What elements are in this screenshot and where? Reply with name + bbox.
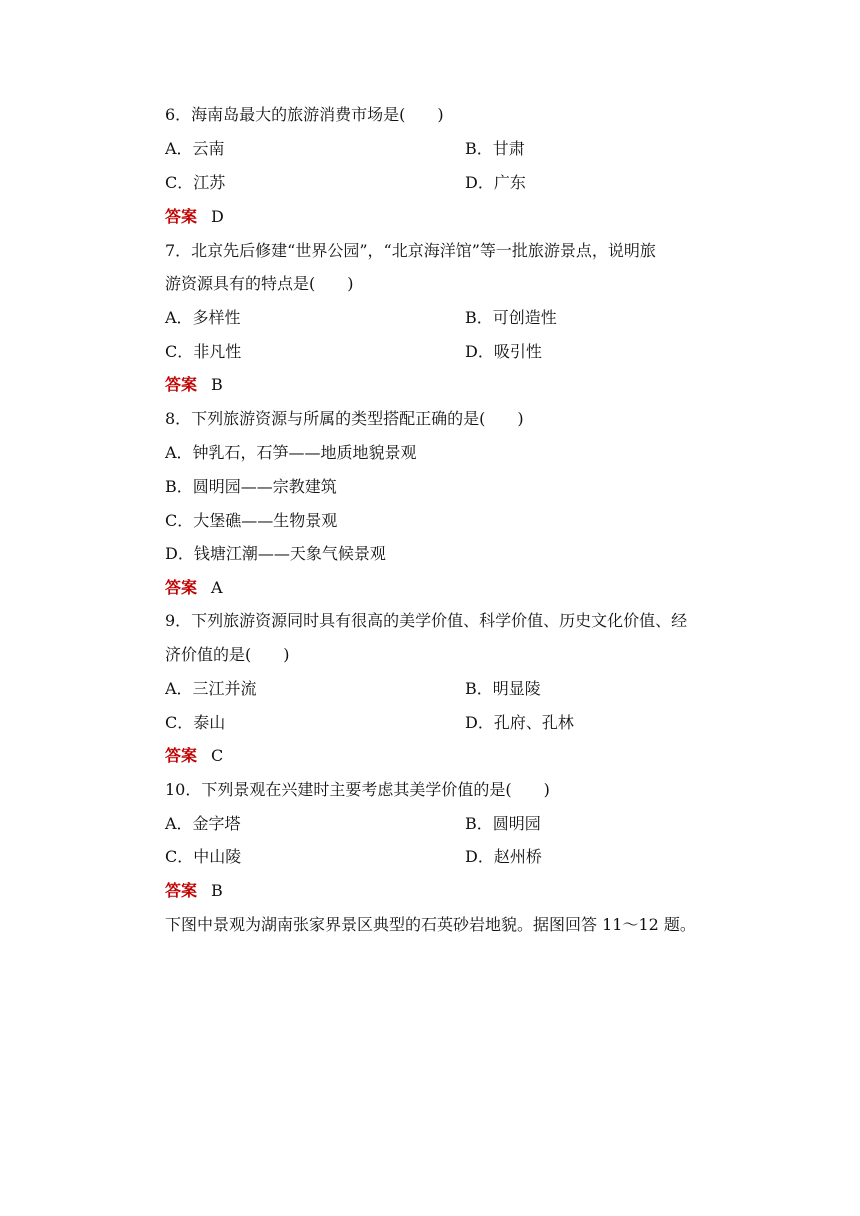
question-8-option-b: B．圆明园——宗教建筑 (165, 477, 337, 496)
question-9-option-d: D．孔府、孔林 (465, 713, 574, 732)
question-7-stem-line-2: 游资源具有的特点是( ) (165, 274, 354, 293)
question-6-option-c: C．江苏 (165, 173, 226, 192)
answer-label: 答案 (165, 207, 198, 226)
question-7-option-a: A．多样性 (165, 308, 241, 327)
question-6-option-a: A．云南 (165, 139, 225, 158)
question-9-answer (165, 746, 223, 766)
question-7-option-c: C．非凡性 (165, 342, 242, 361)
question-6-option-d: D．广东 (465, 173, 526, 192)
question-10-option-a: A．金字塔 (165, 814, 241, 833)
question-8-option-d: D．钱塘江潮——天象气候景观 (165, 544, 386, 563)
question-7-option-b: B．可创造性 (465, 308, 557, 327)
answer-value: C (211, 746, 224, 765)
answer-label: 答案 (165, 746, 198, 765)
answer-label: 答案 (165, 881, 198, 900)
question-10-option-d: D．赵州桥 (465, 847, 542, 866)
answer-value: B (211, 375, 223, 394)
question-8-option-a: A．钟乳石，石笋——地质地貌景观 (165, 443, 417, 462)
question-10-option-c: C．中山陵 (165, 847, 242, 866)
question-6-answer (165, 207, 224, 227)
question-8-answer (165, 578, 223, 598)
question-7-option-d: D．吸引性 (465, 342, 542, 361)
answer-label: 答案 (165, 375, 198, 394)
answer-label: 答案 (165, 578, 198, 597)
answer-value: B (211, 881, 223, 900)
question-6-stem: 6．海南岛最大的旅游消费市场是( ) (165, 105, 444, 124)
answer-value: D (211, 207, 224, 226)
question-10-option-b: B．圆明园 (465, 814, 541, 833)
question-6-option-b: B．甘肃 (465, 139, 525, 158)
question-10-answer (165, 881, 223, 901)
question-9-stem-line-1: 9．下列旅游资源同时具有很高的美学价值、科学价值、历史文化价值、经 (165, 611, 688, 630)
question-8-option-c: C．大堡礁——生物景观 (165, 511, 338, 530)
question-9-option-b: B．明显陵 (465, 679, 541, 698)
question-8-stem: 8．下列旅游资源与所属的类型搭配正确的是( ) (165, 409, 524, 428)
question-7-stem-line-1: 7．北京先后修建“世界公园”，“北京海洋馆”等一批旅游景点，说明旅 (165, 241, 656, 260)
question-9-option-c: C．泰山 (165, 713, 226, 732)
question-9-option-a: A．三江并流 (165, 679, 257, 698)
question-9-stem-line-2: 济价值的是( ) (165, 645, 290, 664)
question-7-answer (165, 375, 223, 395)
figure-intro-note: 下图中景观为湖南张家界景区典型的石英砂岩地貌。据图回答 11～12 题。 (165, 915, 696, 934)
answer-value: A (211, 578, 223, 597)
question-10-stem: 10．下列景观在兴建时主要考虑其美学价值的是( ) (165, 780, 550, 799)
